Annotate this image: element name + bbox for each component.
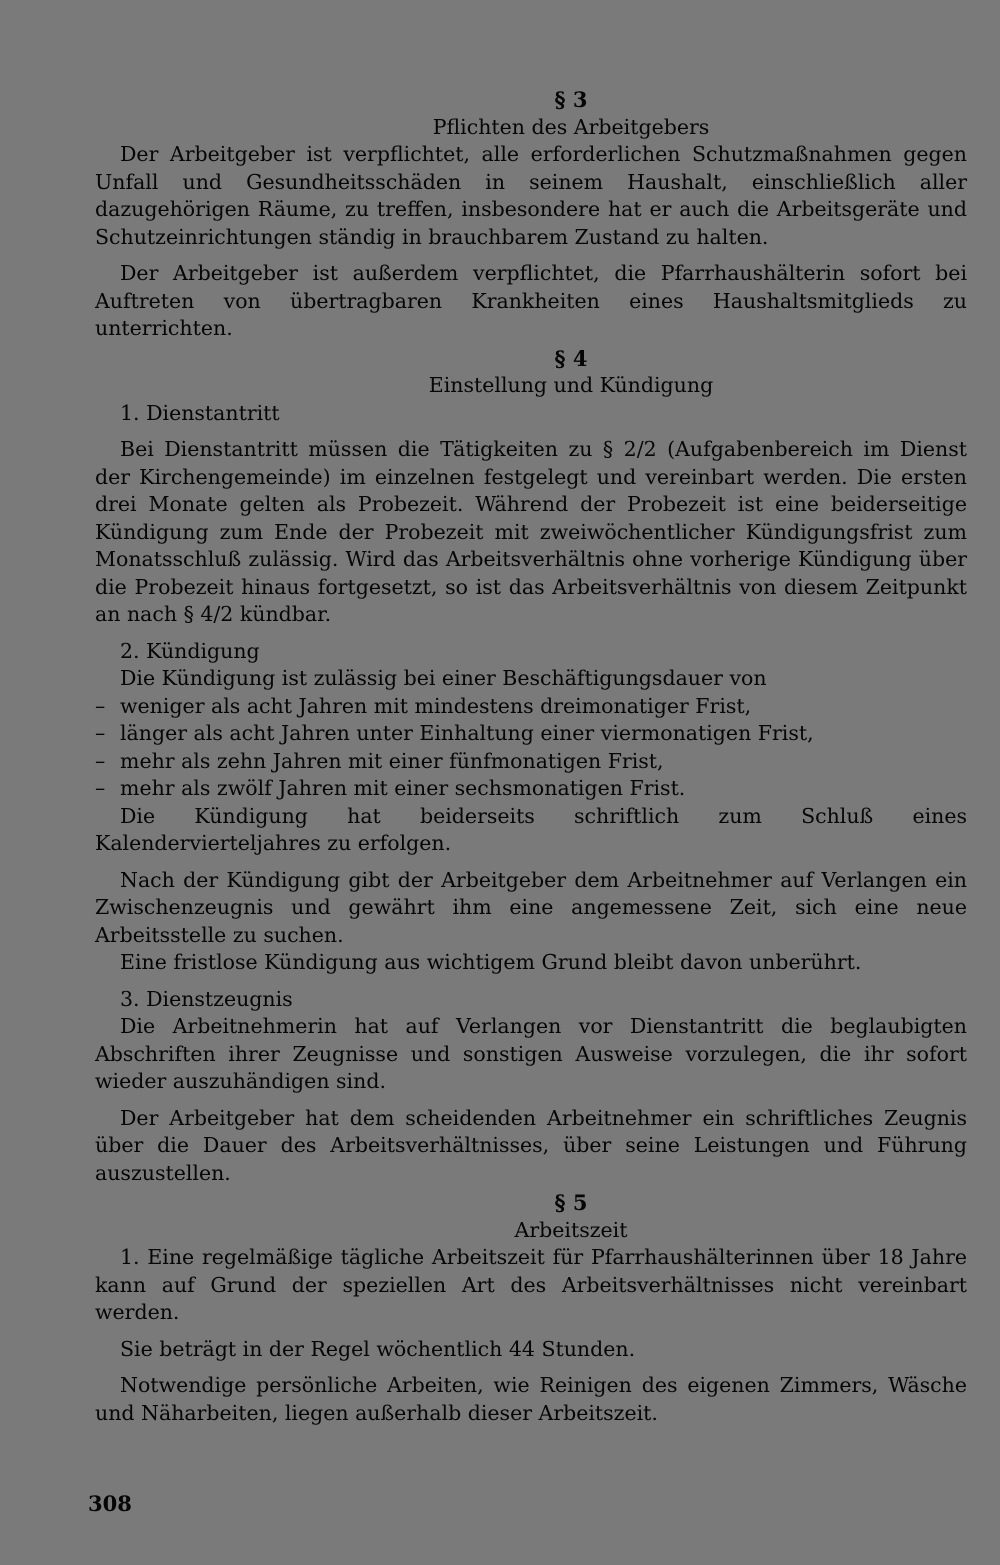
notice-period-list: [95, 693, 967, 803]
paragraph: Die Arbeitnehmerin hat auf Verlangen vor Dienstantritt die beglaubigten Abschriften ihrer Zeugnisse und sonstigen Ausweise vorzulegen, die ihr sofort wieder auszuhändigen sind.: [95, 1014, 967, 1093]
paragraph: Die Kündigung ist zulässig bei einer Beschäftigungsdauer von: [120, 666, 767, 690]
subsection-heading: 2. Kündigung: [120, 638, 260, 663]
paragraph: Nach der Kündigung gibt der Arbeitgeber dem Arbeitnehmer auf Verlangen ein Zwischenzeugnis und gewährt ihm eine angemessene Zeit, sich eine neue Arbeitsstelle zu suchen.: [95, 867, 967, 947]
section-title: Arbeitszeit: [514, 1217, 628, 1242]
paragraph: Notwendige persönliche Arbeiten, wie Reinigen des eigenen Zimmers, Wäsche und Näharbeiten, liegen außerhalb dieser Arbeitszeit.: [95, 1373, 967, 1425]
paragraph: Der Arbeitgeber hat dem scheidenden Arbeitnehmer ein schriftliches Zeugnis über die Dauer des Arbeitsverhältnisses, über seine Leistungen und Führung auszustellen.: [95, 1105, 967, 1185]
section-number: § 3: [554, 87, 588, 112]
page-number: 308: [88, 1491, 132, 1516]
list-item: – weniger als acht Jahren mit mindestens dreimonatiger Frist,: [95, 693, 967, 721]
list-item: – länger als acht Jahren unter Einhaltung einer viermonatigen Frist,: [95, 720, 967, 748]
paragraph: Sie beträgt in der Regel wöchentlich 44 Stunden.: [120, 1336, 636, 1361]
paragraph: Eine fristlose Kündigung aus wichtigem Grund bleibt davon unberührt.: [120, 950, 862, 974]
paragraph: Bei Dienstantritt müssen die Tätigkeiten zu § 2/2 (Aufgabenbereich im Dienst der Kirchengemeinde) im einzelnen festgelegt und vereinbart werden. Die ersten drei Monate gelten als Probezeit. Während der Probezeit ist eine beiderseitige Kündigung zum Ende der Probezeit mit zweiwöchentlicher Kündigungsfrist zum Monatsschluß zulässig. Wird das Arbeitsverhältnis ohne vorherige Kündigung über die Probezeit hinaus fortgesetzt, so ist das Arbeitsverhältnis von diesem Zeitpunkt an nach § 4/2 kündbar.: [95, 437, 967, 626]
subsection-heading: 3. Dienstzeugnis: [120, 986, 293, 1011]
section-number: § 5: [554, 1190, 588, 1215]
list-item: – mehr als zehn Jahren mit einer fünfmonatigen Frist,: [95, 748, 967, 776]
paragraph: 1. Eine regelmäßige tägliche Arbeitszeit für Pfarrhaushälterinnen über 18 Jahre kann auf Grund der speziellen Art des Arbeitsverhältnisses nicht vereinbart werden.: [95, 1245, 967, 1324]
paragraph: Der Arbeitgeber ist verpflichtet, alle erforderlichen Schutzmaßnahmen gegen Unfall und Gesundheitsschäden in seinem Haushalt, einschließlich aller dazugehörigen Räume, zu treffen, insbesondere hat er auch die Arbeitsgeräte und Schutzeinrichtungen ständig in brauchbarem Zustand zu halten.: [95, 142, 967, 249]
section-title: Pflichten des Arbeitgebers: [432, 114, 710, 139]
list-item: – mehr als zwölf Jahren mit einer sechsmonatigen Frist.: [95, 775, 967, 803]
paragraph: Der Arbeitgeber ist außerdem verpflichtet, die Pfarrhaushälterin sofort bei Auftreten von übertragbaren Krankheiten eines Haushaltsmitglieds zu unterrichten.: [95, 261, 967, 340]
document-page: [95, 84, 967, 1427]
section-title: Einstellung und Kündigung: [428, 373, 714, 397]
subsection-heading: 1. Dienstantritt: [120, 400, 280, 425]
paragraph: Die Kündigung hat beiderseits schriftlich zum Schluß eines Kalendervierteljahres zu erfolgen.: [95, 803, 967, 855]
section-number: § 4: [554, 345, 588, 371]
